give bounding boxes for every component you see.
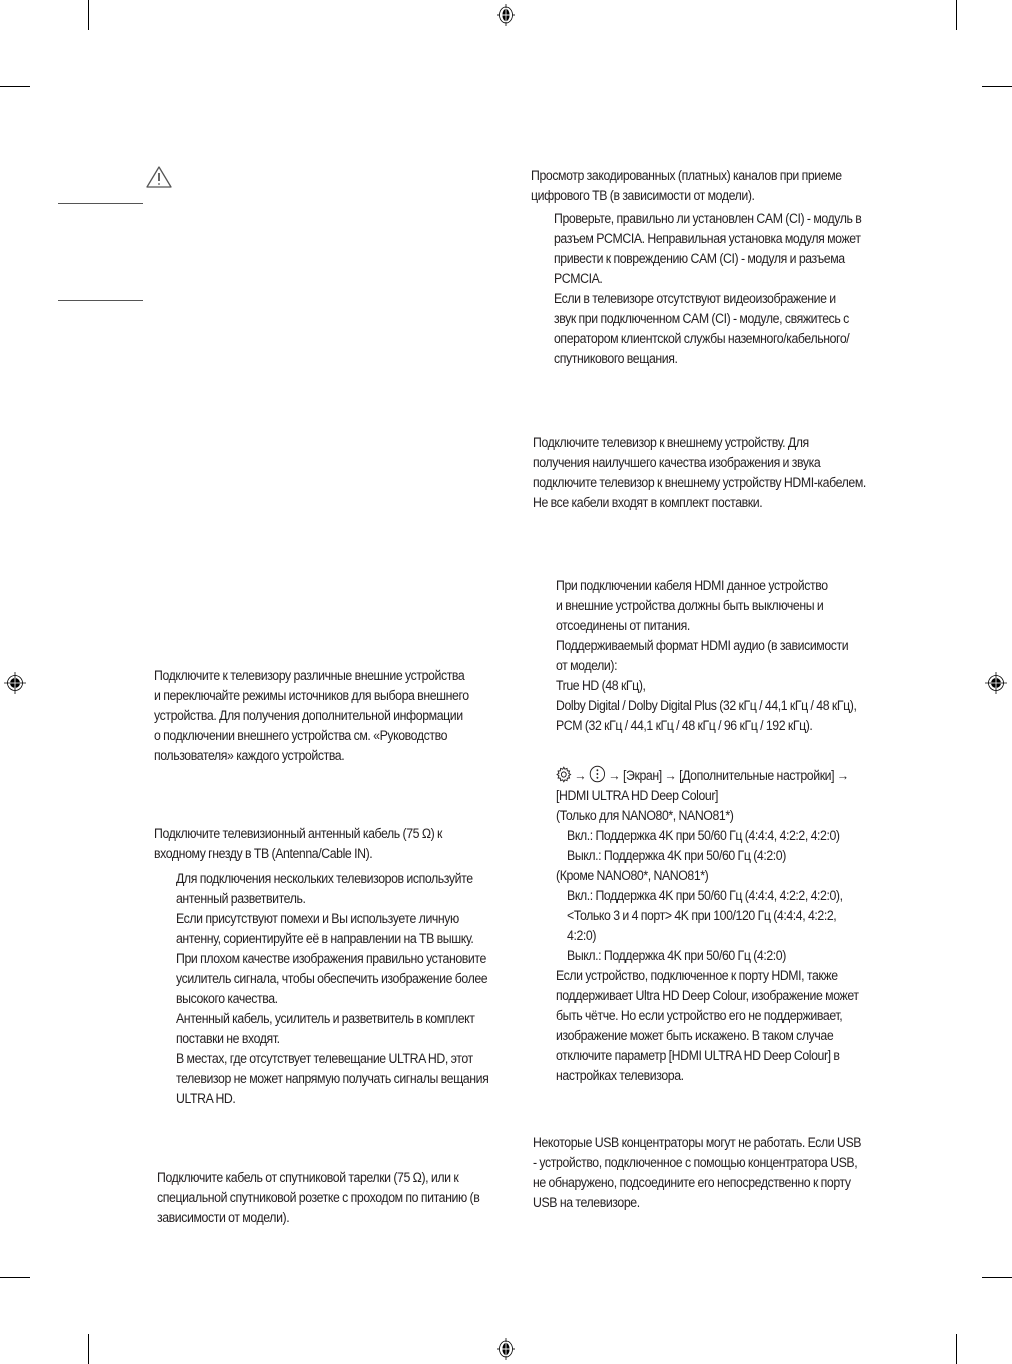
registration-mark-icon: [985, 672, 1007, 694]
antenna-note: Если присутствуют помехи и Вы используете личную антенну, сориентируйте её в направлении на ТВ вышку.: [176, 911, 474, 946]
more-options-icon: [589, 765, 606, 783]
external-devices-intro: Подключите к телевизору различные внешние устройства и переключайте режимы источников для выбора внешнего устройства. Для получения дополнительной информации о подключении внешнего устройства см. «Руководство пользователя» каждого устройства.: [154, 668, 469, 763]
deep-colour-line: Вкл.: Поддержка 4K при 50/60 Гц (4:4:4, 4:2:2, 4:2:0),: [567, 888, 843, 903]
deep-colour-note: Если устройство, подключенное к порту HDMI, также поддерживает Ultra HD Deep Colour, изображение может быть чётче. Но если устройство его не поддерживает, изображение может быть искажено. В таком случае отключите параметр [HDMI ULTRA HD Deep Colour] в настройках телевизора.: [556, 968, 859, 1083]
cam-note: Если в телевизоре отсутствуют видеоизображение и звук при подключенном CAM (CI) - модуле, свяжитесь с оператором клиентской службы наземного/кабельного/ спутникового вещания.: [554, 291, 850, 366]
crop-mark-top-right-horizontal: [982, 86, 1012, 87]
caution-divider-top: [58, 203, 143, 204]
hdmi-audio-note: Поддерживаемый формат HDMI аудио (в зависимости от модели): True HD (48 кГц), Dolby Digital / Dolby Digital Plus (32 кГц / 44,1 кГц / 48 кГц), PCM (32 кГц / 44,1 кГц / 48 кГц / 96 кГц / 192 кГц).: [556, 638, 857, 733]
cam-intro: Просмотр закодированных (платных) каналов при приеме цифрового ТВ (в зависимости от модели).: [531, 168, 842, 203]
antenna-notes: [176, 869, 488, 1109]
deep-colour-line: Выкл.: Поддержка 4K при 50/60 Гц (4:2:0): [567, 948, 786, 963]
crop-mark-bottom-left-horizontal: [0, 1277, 30, 1278]
usb-note: Некоторые USB концентраторы могут не работать. Если USB - устройство, подключенное с помощью концентратора USB, не обнаружено, подсоедините его непосредственно к порту USB на телевизоре.: [533, 1135, 862, 1210]
antenna-intro: Подключите телевизионный антенный кабель (75 Ω) к входному гнезду в ТВ (Antenna/Cable IN).: [154, 826, 443, 861]
caution-warning-icon: [145, 165, 173, 189]
hdmi-intro: Подключите телевизор к внешнему устройству. Для получения наилучшего качества изображения и звука подключите телевизор к внешнему устройству HDMI-кабелем. Не все кабели входят в комплект поставки.: [533, 435, 866, 510]
antenna-note: Для подключения нескольких телевизоров используйте антенный разветвитель.: [176, 871, 473, 906]
caution-divider-bottom: [58, 300, 143, 301]
crop-mark-bottom-right-vertical: [956, 1334, 957, 1364]
registration-mark-icon: [495, 4, 517, 26]
deep-colour-line: Вкл.: Поддержка 4K при 50/60 Гц (4:4:4, 4:2:2, 4:2:0): [567, 828, 840, 843]
hdmi-power-note: При подключении кабеля HDMI данное устройство и внешние устройства должны быть выключены и отсоединены от питания.: [556, 578, 828, 633]
deep-colour-line: (Только для NANO80*, NANO81*): [556, 808, 734, 823]
satellite-intro: Подключите кабель от спутниковой тарелки (75 Ω), или к специальной спутниковой розетке с проходом по питанию (в зависимости от модели).: [157, 1170, 480, 1225]
crop-mark-bottom-left-vertical: [88, 1334, 89, 1364]
cam-note: Проверьте, правильно ли установлен CAM (CI) - модуль в разъем PCMCIA. Неправильная установка модуля может привести к повреждению CAM (CI) - модуля и разъема PCMCIA.: [554, 211, 862, 286]
registration-mark-icon: [495, 1338, 517, 1360]
antenna-note: Антенный кабель, усилитель и разветвитель в комплект поставки не входят.: [176, 1011, 475, 1046]
antenna-note: В местах, где отсутствует телевещание ULTRA HD, этот телевизор не может напрямую получать сигналы вещания ULTRA HD.: [176, 1051, 489, 1106]
crop-mark-top-left-horizontal: [0, 86, 30, 87]
cam-notes: [554, 209, 861, 369]
hdmi-deep-colour-settings: → → [Экран] → [Дополнительные настройки] → [HDMI ULTRA HD Deep Colour] (Только для NANO80*, NANO81*) Вкл.: Поддержка 4K при 50/60 Гц (4:4:4, 4:2:2, 4:2:0) Выкл.: Поддержка 4K при 50/60 Гц (4:2:0) (Кроме NANO80*, NANO81*) Вкл.: Поддержка 4K при 50/60 Гц (4:4:4, 4:2:2, 4:2:0), <Только 3 и 4 порт> 4K при 100/120 Гц (4:4:4, 4:2:2, 4:2:0) Выкл.: Поддержка 4K при 50/60 Гц (4:2:0) Если устройство, подключенное к порту HDMI, также поддерживает Ultra HD Deep Colour, изображение может быть чётче. Но если устройство его не поддерживает, изображение может быть искажено. В таком случае отключите параметр [HDMI ULTRA HD Deep Colour] в настройках телевизора.: [556, 765, 859, 1086]
registration-mark-icon: [4, 672, 26, 694]
gear-icon: [556, 766, 572, 783]
antenna-note: При плохом качестве изображения правильно установите усилитель сигнала, чтобы обеспечить изображение более высокого качества.: [176, 951, 488, 1006]
hdmi-notes: [556, 576, 856, 736]
deep-colour-line: (Кроме NANO80*, NANO81*): [556, 868, 709, 883]
crop-mark-bottom-right-horizontal: [982, 1277, 1012, 1278]
crop-mark-top-left-vertical: [88, 0, 89, 30]
crop-mark-top-right-vertical: [956, 0, 957, 30]
deep-colour-line: 4:2:0): [567, 928, 597, 943]
deep-colour-line: <Только 3 и 4 порт> 4K при 100/120 Гц (4:4:4, 4:2:2,: [567, 908, 837, 923]
settings-path: → → [Экран] → [Дополнительные настройки] →: [556, 765, 859, 786]
deep-colour-line: Выкл.: Поддержка 4K при 50/60 Гц (4:2:0): [567, 848, 786, 863]
